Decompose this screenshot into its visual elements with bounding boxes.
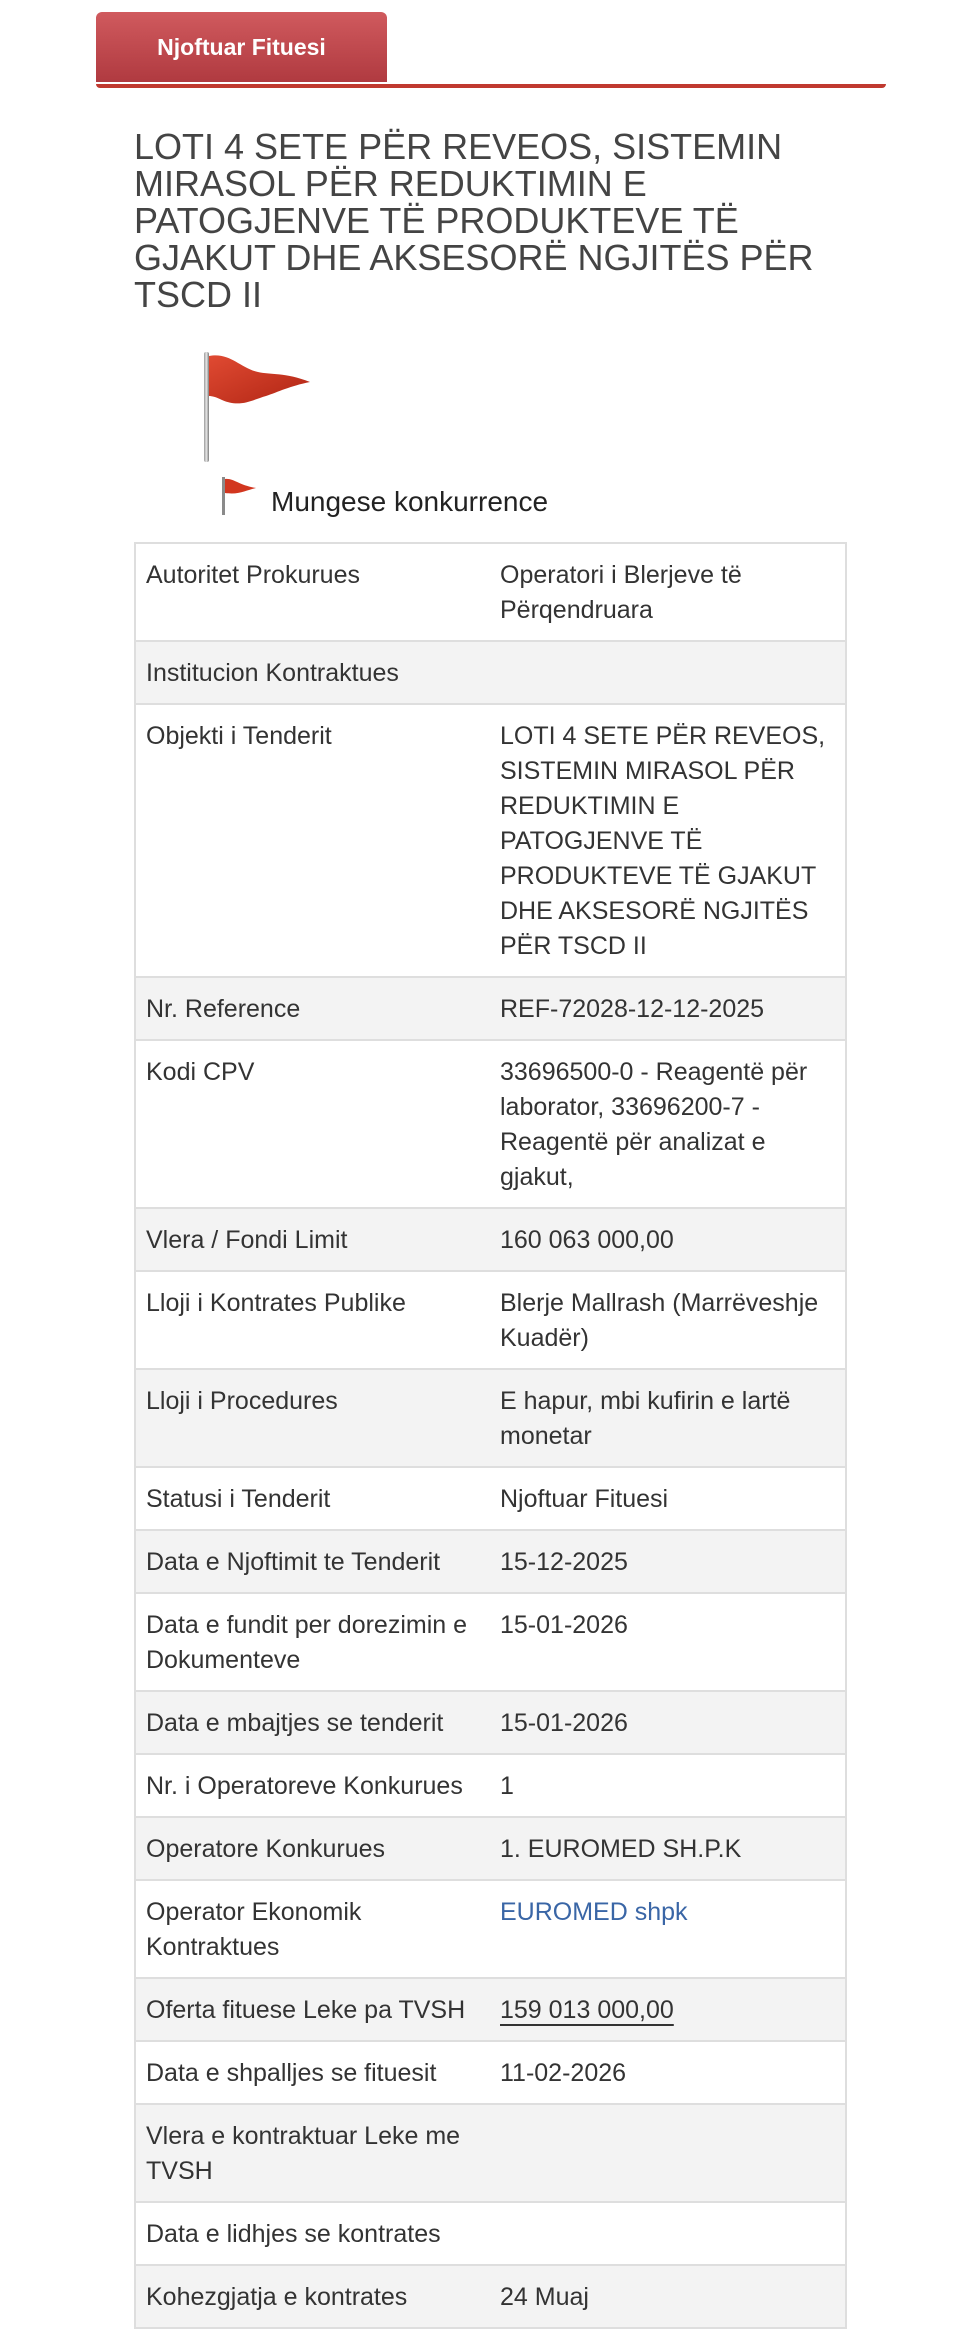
table-row	[135, 641, 846, 704]
row-value: Blerje Mallrash (Marrëveshje Kuadër)	[490, 1271, 846, 1369]
row-label: Operator Ekonomik Kontraktues	[135, 1880, 490, 1978]
row-value: 160 063 000,00	[490, 1208, 846, 1271]
row-value: 1	[490, 1754, 846, 1817]
row-value: 24 Muaj	[490, 2265, 846, 2328]
table-row	[135, 1530, 846, 1593]
row-value: 11-02-2026	[490, 2041, 846, 2104]
row-value: 1. EUROMED SH.P.K	[490, 1817, 846, 1880]
row-value: Njoftuar Fituesi	[490, 1467, 846, 1530]
row-value: Operatori i Blerjeve të Përqendruara	[490, 543, 846, 641]
table-row	[135, 1369, 846, 1467]
row-label: Kodi CPV	[135, 1040, 490, 1208]
row-label: Statusi i Tenderit	[135, 1467, 490, 1530]
table-row	[135, 1691, 846, 1754]
winning-offer-link[interactable]: 159 013 000,00	[500, 1996, 674, 2024]
flag-status-label: Mungese konkurrence	[271, 486, 549, 517]
tab-njoftuar-fituesi[interactable]: Njoftuar Fituesi	[96, 12, 387, 82]
row-value	[490, 1880, 846, 1978]
row-label: Data e lidhjes se kontrates	[135, 2202, 490, 2265]
row-label: Data e Njoftimit te Tenderit	[135, 1530, 490, 1593]
table-row	[135, 1467, 846, 1530]
small-red-flag-icon	[220, 476, 258, 516]
row-value: 33696500-0 - Reagentë për laborator, 33696200-7 - Reagentë për analizat e gjakut,	[490, 1040, 846, 1208]
table-row	[135, 543, 846, 641]
table-row	[135, 1040, 846, 1208]
row-label: Operatore Konkurues	[135, 1817, 490, 1880]
row-label: Kohezgjatja e kontrates	[135, 2265, 490, 2328]
row-value: LOTI 4 SETE PËR REVEOS, SISTEMIN MIRASOL PËR REDUKTIMIN E PATOGJENVE TË PRODUKTEVE TË GJAKUT DHE AKSESORË NGJITËS PËR TSCD II	[490, 704, 846, 977]
row-label: Autoritet Prokurues	[135, 543, 490, 641]
row-label: Lloji i Procedures	[135, 1369, 490, 1467]
row-label: Data e mbajtjes se tenderit	[135, 1691, 490, 1754]
row-value	[490, 2104, 846, 2202]
table-row	[135, 2041, 846, 2104]
row-label: Oferta fituese Leke pa TVSH	[135, 1978, 490, 2041]
row-label: Nr. Reference	[135, 977, 490, 1040]
row-label: Objekti i Tenderit	[135, 704, 490, 977]
table-row	[135, 704, 846, 977]
row-value	[490, 641, 846, 704]
row-value: E hapur, mbi kufirin e lartë monetar	[490, 1369, 846, 1467]
row-value: REF-72028-12-12-2025	[490, 977, 846, 1040]
table-row	[135, 1978, 846, 2041]
table-row	[135, 1208, 846, 1271]
table-row	[135, 1817, 846, 1880]
table-row	[135, 2265, 846, 2328]
row-label: Data e fundit per dorezimin e Dokumenteve	[135, 1593, 490, 1691]
table-row	[135, 1880, 846, 1978]
row-label: Vlera e kontraktuar Leke me TVSH	[135, 2104, 490, 2202]
row-value: 15-01-2026	[490, 1593, 846, 1691]
row-value	[490, 2202, 846, 2265]
table-row	[135, 1754, 846, 1817]
table-row	[135, 1271, 846, 1369]
row-label: Vlera / Fondi Limit	[135, 1208, 490, 1271]
tender-title: LOTI 4 SETE PËR REVEOS, SISTEMIN MIRASOL PËR REDUKTIMIN E PATOGJENVE TË PRODUKTEVE TË GJAKUT DHE AKSESORË NGJITËS PËR TSCD II	[134, 126, 814, 315]
table-row	[135, 1593, 846, 1691]
row-label: Data e shpalljes se fituesit	[135, 2041, 490, 2104]
row-value: 15-12-2025	[490, 1530, 846, 1593]
table-row	[135, 2202, 846, 2265]
tender-details-table	[134, 542, 847, 2329]
row-label: Nr. i Operatoreve Konkurues	[135, 1754, 490, 1817]
status-tab-bar	[96, 12, 886, 88]
row-value	[490, 1978, 846, 2041]
contractor-link[interactable]: EUROMED shpk	[500, 1898, 688, 1926]
table-row	[135, 977, 846, 1040]
row-value: 15-01-2026	[490, 1691, 846, 1754]
red-flag-icon	[200, 350, 316, 464]
row-label: Lloji i Kontrates Publike	[135, 1271, 490, 1369]
row-label: Institucion Kontraktues	[135, 641, 490, 704]
table-row	[135, 2104, 846, 2202]
